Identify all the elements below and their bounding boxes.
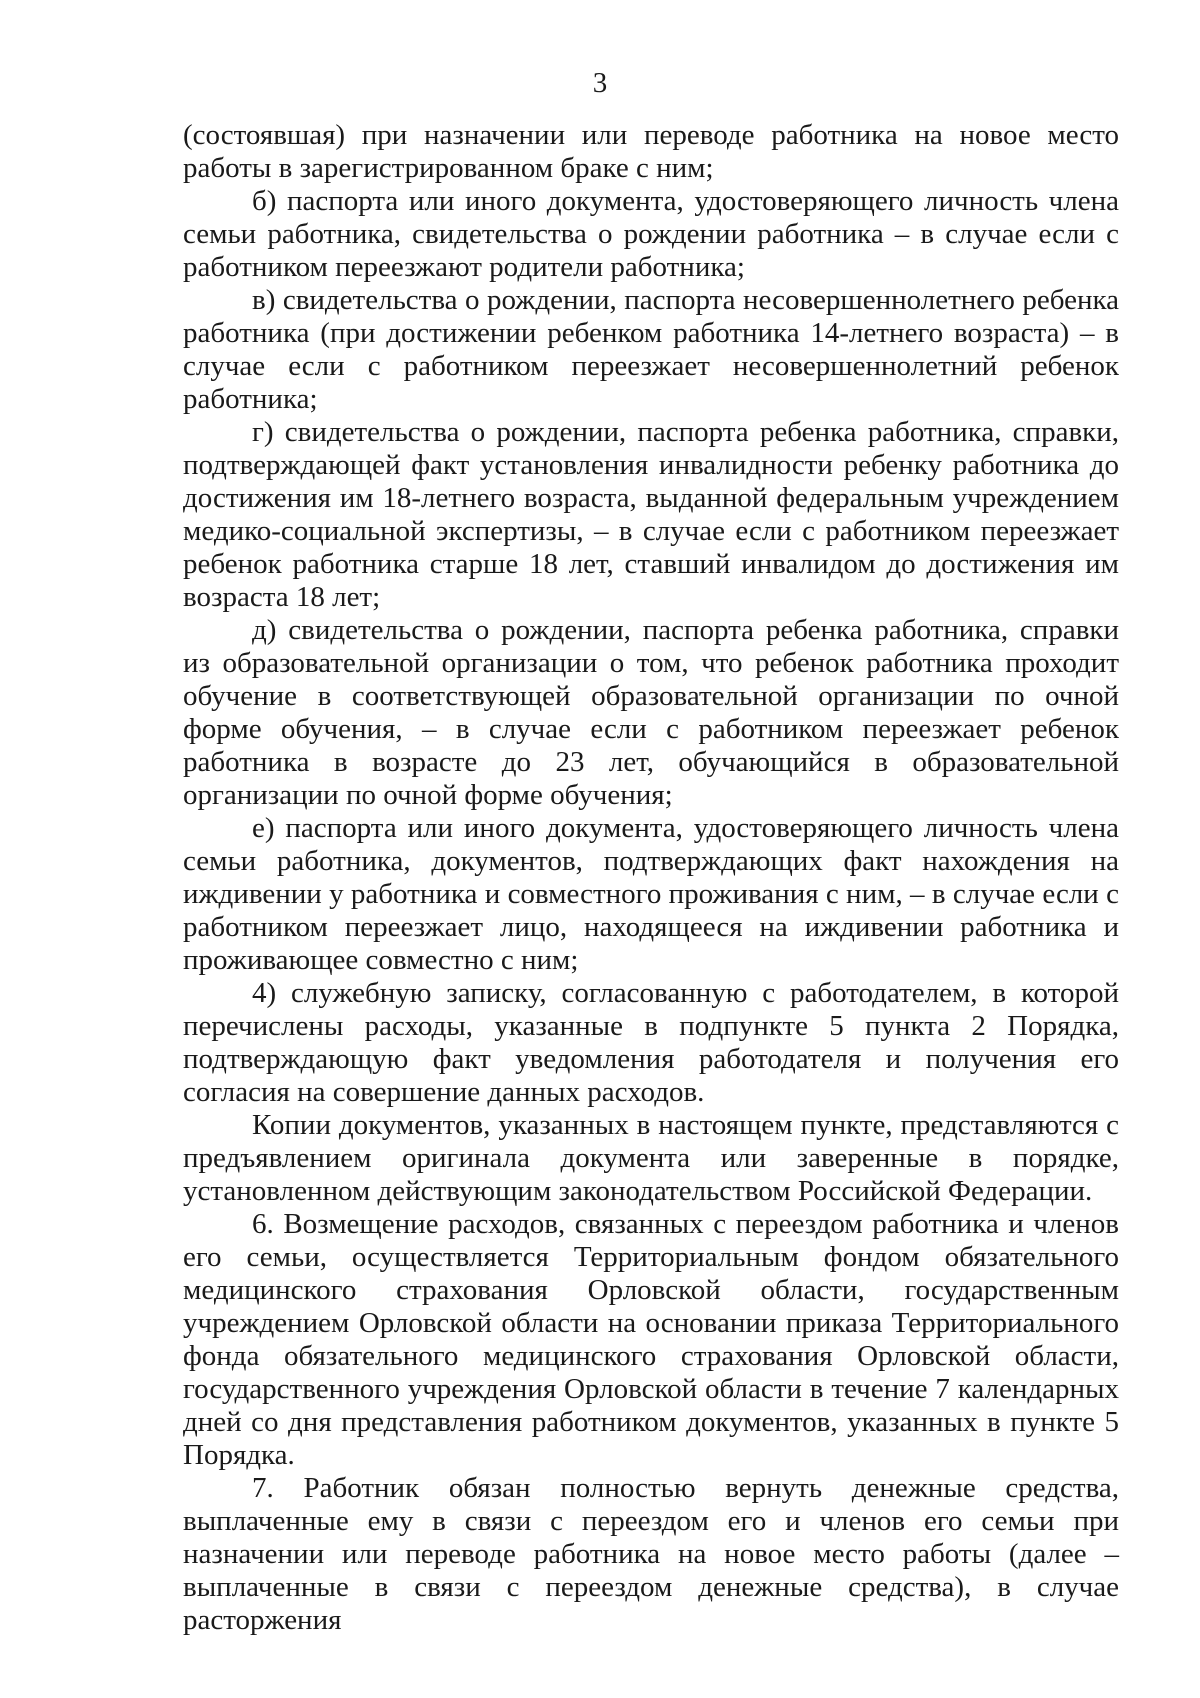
- paragraph-section-7: 7. Работник обязан полностью вернуть денежные средства, выплаченные ему в связи с переездом его и членов его семьи при назначении или переводе работника на новое место работы (далее – выплаченные в связи с переездом денежные средства), в случае расторжения: [183, 1472, 1119, 1636]
- paragraph-item-v: в) свидетельства о рождении, паспорта несовершеннолетнего ребенка работника (при достижении ребенком работника 14-летнего возраста) – в случае если с работником переезжает несовершеннолетний ребенок работника;: [183, 284, 1119, 415]
- paragraph-section-6: 6. Возмещение расходов, связанных с переездом работника и членов его семьи, осуществляется Территориальным фондом обязательного медицинского страхования Орловской области, государственным учреждением Орловской области на основании приказа Территориального фонда обязательного медицинского страхования Орловской области, государственного учреждения Орловской области в течение 7 календарных дней со дня представления работником документов, указанных в пункте 5 Порядка.: [183, 1208, 1119, 1471]
- document-body: [183, 119, 1119, 1637]
- paragraph-copies: Копии документов, указанных в настоящем пункте, представляются с предъявлением оригинала документа или заверенные в порядке, установленном действующим законодательством Российской Федерации.: [183, 1109, 1119, 1207]
- paragraph-continuation: (состоявшая) при назначении или переводе работника на новое место работы в зарегистрированном браке с ним;: [183, 119, 1119, 184]
- paragraph-item-4: 4) служебную записку, согласованную с работодателем, в которой перечислены расходы, указанные в подпункте 5 пункта 2 Порядка, подтверждающую факт уведомления работодателя и получения его согласия на совершение данных расходов.: [183, 977, 1119, 1108]
- paragraph-item-b: б) паспорта или иного документа, удостоверяющего личность члена семьи работника, свидетельства о рождении работника – в случае если с работником переезжают родители работника;: [183, 185, 1119, 283]
- paragraph-item-e: е) паспорта или иного документа, удостоверяющего личность члена семьи работника, документов, подтверждающих факт нахождения на иждивении у работника и совместного проживания с ним, – в случае если с работником переезжает лицо, находящееся на иждивении работника и проживающее совместно с ним;: [183, 812, 1119, 976]
- page-number: 3: [592, 67, 608, 99]
- paragraph-item-g: г) свидетельства о рождении, паспорта ребенка работника, справки, подтверждающей факт установления инвалидности ребенку работника до достижения им 18-летнего возраста, выданной федеральным учреждением медико-социальной экспертизы, – в случае если с работником переезжает ребенок работника старше 18 лет, ставший инвалидом до достижения им возраста 18 лет;: [183, 416, 1119, 613]
- paragraph-item-d: д) свидетельства о рождении, паспорта ребенка работника, справки из образовательной организации о том, что ребенок работника проходит обучение в соответствующей образовательной организации по очной форме обучения, – в случае если с работником переезжает ребенок работника в возрасте до 23 лет, обучающийся в образовательной организации по очной форме обучения;: [183, 614, 1119, 811]
